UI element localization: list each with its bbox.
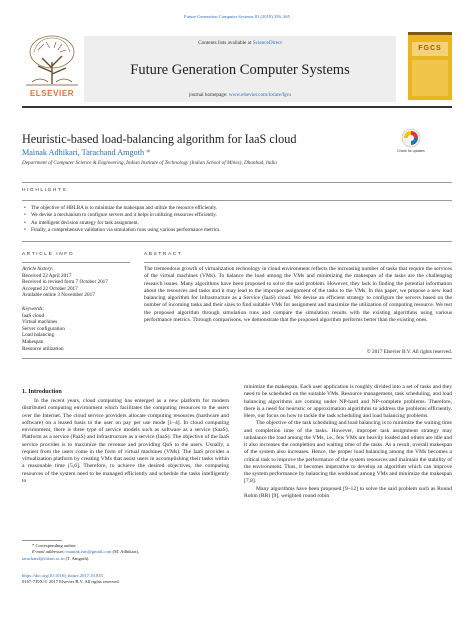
cover-panel	[412, 60, 448, 96]
highlights-list	[22, 205, 452, 234]
section-heading-introduction: 1. Introduction	[22, 388, 62, 395]
article-title: Heuristic-based load-balancing algorithm for IaaS cloud	[22, 132, 297, 146]
contents-line	[84, 40, 396, 47]
intro-left-paragraph: In the recent years, cloud computing has emerged as a new platform for modern distributed computing environment which facilitates the computing resources to the users over the Internet. The cloud service providers allocate computing resources (hardware and software) on a leased basis to the user on pay per use mode [1–4]. In cloud computing environment, there is three type of service models such as software as a service (SaaS), Platform as a service (PaaS) and Infrastructure as a service (IaaS). The objective of the IaaS service provides is to maximize the revenue and providing QoS to the users. Usually, a request from the users come in the form of virtual machines (VMs). The IaaS provides a virtualization platform by creating VMs that assist users in accomplishing their tasks within a reasonable time [5,6]. Therefore, to achieve the desired objectives, the computing resources of the system need to be managed efficiently and schedule the tasks intelligently to	[22, 398, 229, 484]
abstract-text: The tremendous growth of virtualization technology in cloud environment reflects the increasing number of tasks that require the services of the virtual machines (VMs). To balance the load among the VMs and minimizing the makespan of the tasks are the challenging research issues. Many algorithms have been proposed to solve the said problem. However, they lack in finding the potential information about the resources and tasks and it may lead to the improper assignment of the tasks to the VMs. In this paper, we propose a new load balancing algorithm for Infrastructure as a Service (IaaS) cloud. We devise an efficient strategy to configure the servers based on the number of incoming tasks and their sizes to find suitable VMs for assignment and maximize the utilization of computing resource. We test the proposed algorithm through simulation runs and compare the simulation results with the existing algorithms using various performance metrics. Through comparisons, we demonstrate that the proposed algorithm performs better than the existing ones.	[144, 266, 452, 324]
contents-prefix: Contents lists available at	[198, 40, 253, 46]
crossmark-badge[interactable]	[396, 128, 426, 162]
article-info-heading: ARTICLE INFO	[22, 252, 75, 257]
highlight-item: • The objective of HBLBA is to minimize the makespan and utilize the resource efficiently.	[22, 205, 452, 212]
homepage-line	[84, 92, 396, 99]
journal-title: Future Generation Computer Systems	[130, 62, 350, 78]
homepage-prefix: journal homepage:	[188, 92, 229, 98]
history-received: Received 22 April 2017	[22, 272, 72, 279]
cover-text: FGCS	[412, 42, 448, 56]
info-top-rule	[22, 241, 452, 242]
abstract-copyright: © 2017 Elsevier B.V. All rights reserved.	[366, 349, 452, 355]
keyword-item: Resource utilization	[22, 345, 64, 352]
keyword-item: IaaS cloud	[22, 312, 45, 319]
crossmark-label: Check for updates	[397, 149, 425, 153]
intro-right-paragraph-3: Many algorithms have been proposed [9–12] to solve the said problem such as Round Robin (RR) [9], weighted round robin	[244, 485, 452, 499]
article-history	[22, 266, 130, 299]
journal-banner	[84, 36, 396, 102]
keywords-label: Keywords:	[22, 306, 45, 312]
publisher-name: ELSEVIER	[29, 89, 75, 98]
elsevier-tree-icon	[24, 32, 80, 88]
email-link-2[interactable]: tarachand@iitism.ac.in	[22, 555, 65, 561]
highlight-item: • An intelligent decision strategy for task assignment.	[22, 220, 452, 227]
journal-cover[interactable]	[408, 32, 452, 100]
highlights-rule	[22, 200, 452, 201]
email-name-1: (M. Adhikari),	[111, 549, 140, 555]
issn-line: 0167-739X/© 2017 Elsevier B.V. All rights reserved.	[22, 579, 120, 585]
abstract-heading: ABSTRACT	[144, 252, 183, 257]
corresponding-author-note: * Corresponding author.	[32, 543, 77, 548]
history-online: Available online 3 November 2017	[22, 292, 95, 299]
affiliation: Department of Computer Science & Engineering, Indian Institute of Technology (Indian School of Mines), Dhanbad, India	[22, 160, 277, 166]
journal-reference[interactable]: Future Generation Computer Systems 81 (2018) 356–365	[184, 14, 290, 19]
abstract-rule	[144, 262, 452, 263]
keyword-item: Load balancing	[22, 332, 55, 339]
intro-right-column	[244, 384, 452, 500]
article-info-rule	[22, 262, 130, 263]
keyword-item: Virtual machines	[22, 319, 58, 326]
keyword-item: Makespan	[22, 338, 44, 345]
history-revised: Received in revised form 7 October 2017	[22, 279, 108, 286]
email-link-1[interactable]: mainak.ism@gmail.com	[66, 549, 112, 555]
sciencedirect-link[interactable]: ScienceDirect	[252, 40, 282, 46]
highlights-heading: HIGHLIGHTS	[22, 188, 68, 193]
keywords	[22, 306, 130, 352]
article-authors[interactable]: Mainak Adhikari, Tarachand Amgoth *	[22, 148, 151, 157]
footnotes	[22, 543, 229, 562]
footnote-rule	[22, 540, 62, 541]
highlight-item: • Finally, a comprehensive validation via simulation runs using various performance metrics.	[22, 227, 452, 234]
crossmark-icon	[401, 128, 421, 148]
doi-link[interactable]: https://doi.org/10.1016/j.future.2017.10.035	[22, 573, 103, 578]
intro-right-paragraph-1: minimize the makespan. Each user application is roughly divided into a set of tasks and they need to be scheduled on the suitable VMs. Resource management, task scheduling, and load balancing algorithms are coming under NP-hard and NP-complete problems. Therefore, there is a need for heuristic or approximation algorithms to address the problems efficiently. Here, our focus on how to tackle the task scheduling and load balancing problems.	[244, 384, 452, 419]
email-label: E-mail addresses:	[32, 549, 67, 555]
highlights-top-rule	[22, 182, 452, 183]
abstract-bottom-rule	[22, 358, 452, 359]
history-accepted: Accepted 22 October 2017	[22, 285, 78, 292]
intro-right-paragraph-2: The objective of the task scheduling and load balancing is to minimize the waiting time and completion time of the tasks. However, improper task assignment strategy may unbalance the load among the VMs, i.e., few VMs are heavily loaded and others are idle and it also increases the completion and waiting time of the tasks. As a result, overall makespan of the system also increases. Hence, the proper load balancing among the VMs becomes a critical task to improve the performance of the system resources and maintain the stability of the environment. Thus, it becomes imperative to develop an algorithm which can improve the system performance by balancing the workload among VMs and minimize the makespan [7,8].	[244, 420, 452, 485]
cover-top-band	[408, 32, 452, 35]
email-name-2: (T. Amgoth).	[64, 555, 90, 561]
history-label: Article history:	[22, 266, 54, 272]
masthead	[22, 28, 452, 108]
email-line-2	[22, 556, 229, 562]
elsevier-logo[interactable]	[24, 32, 80, 98]
keyword-item: Server configuration	[22, 325, 65, 332]
highlight-item: • We devise a mechanism to configure servers and it helps in utilizing resources efficiently.	[22, 212, 452, 219]
homepage-link[interactable]: www.elsevier.com/locate/fgcs	[228, 92, 292, 98]
doi-block	[22, 573, 272, 586]
